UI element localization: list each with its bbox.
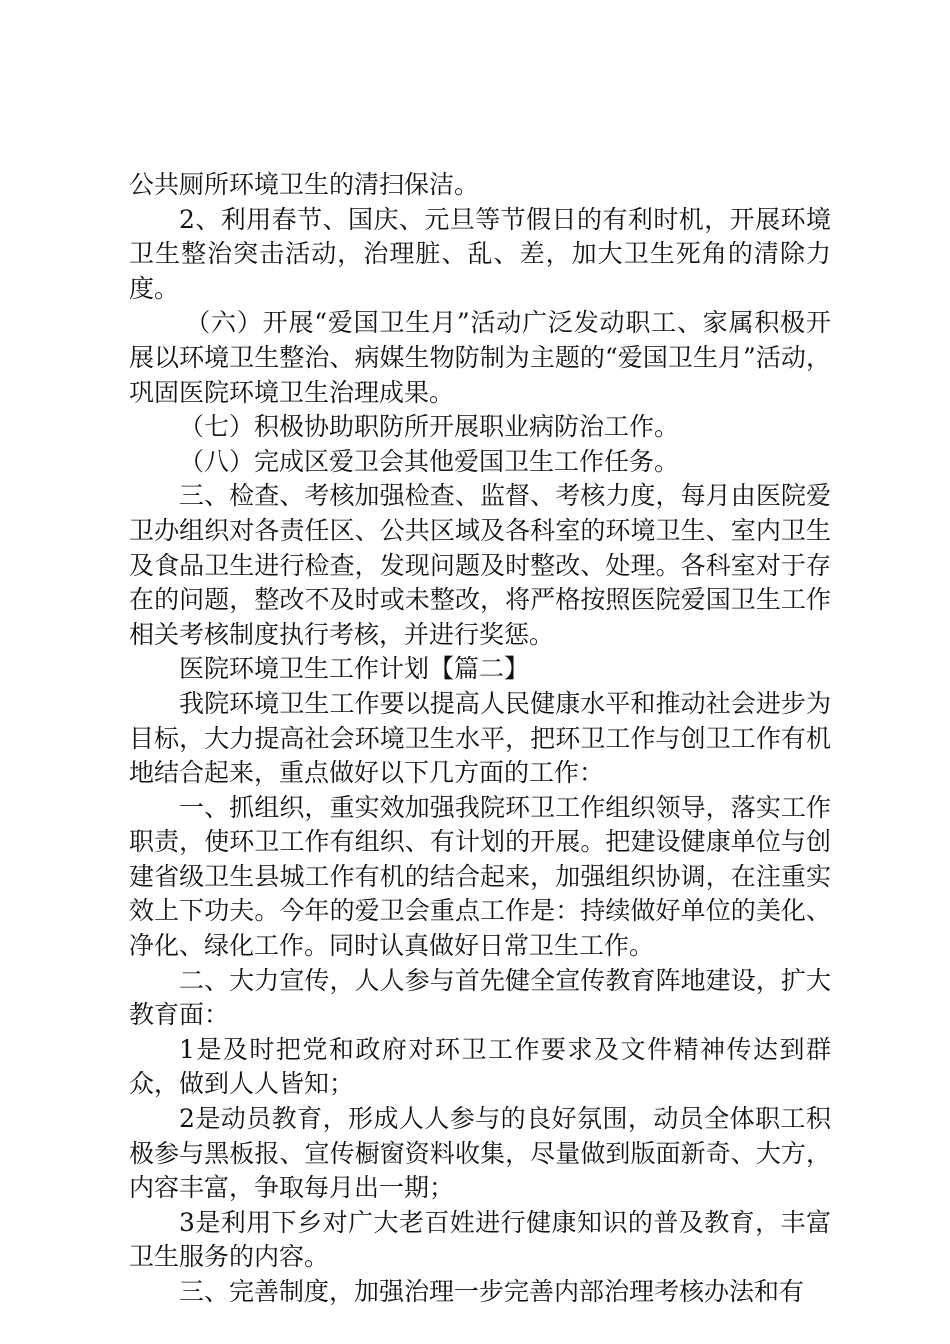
paragraph-10: 二、大力宣传，人人参与首先健全宣传教育阵地建设，扩大教育面： <box>129 965 831 1030</box>
paragraph-2: 2、利用春节、国庆、元旦等节假日的有利时机，开展环境卫生整治突击活动，治理脏、乱、差，加大卫生死角的清除力度。 <box>129 204 831 303</box>
paragraph-5: （八）完成区爱卫会其他爱国卫生工作任务。 <box>179 446 680 476</box>
paragraph-14: 三、完善制度，加强治理一步完善内部治理考核办法和有 <box>179 1277 805 1306</box>
paragraph-11: 1是及时把党和政府对环卫工作要求及文件精神传达到群众，做到人人皆知； <box>129 1034 831 1099</box>
section-heading: 医院环境卫生工作计划【篇二】 <box>179 654 530 684</box>
paragraph-13: 3是利用下乡对广大老百姓进行健康知识的普及教育，丰富卫生服务的内容。 <box>129 1207 831 1272</box>
paragraph-9: 一、抓组织，重实效加强我院环卫工作组织领导，落实工作职责，使环卫工作有组织、有计划的开展。把建设健康单位与创建省级卫生县城工作有机的结合起来，加强组织协调，在注重实效上下功夫。今年的爱卫会重点工作是：持续做好单位的美化、净化、绿化工作。同时认真做好日常卫生工作。 <box>129 792 831 961</box>
paragraph-8: 我院环境卫生工作要以提高人民健康水平和推动社会进步为目标，大力提高社会环境卫生水平，把环卫工作与创卫工作有机地结合起来，重点做好以下几方面的工作： <box>129 688 831 788</box>
paragraph-1: 公共厕所环境卫生的清扫保洁。 <box>129 170 480 199</box>
document-body <box>129 168 831 1310</box>
paragraph-3: （六）开展“爱国卫生月”活动广泛发动职工、家属积极开展以环境卫生整治、病媒生物防制为主题的“爱国卫生月”活动，巩固医院环境卫生治理成果。 <box>129 308 831 407</box>
paragraph-4: （七）积极协助职防所开展职业病防治工作。 <box>179 412 680 442</box>
paragraph-12: 2是动员教育，形成人人参与的良好氛围，动员全体职工积极参与黑板报、宣传橱窗资料收集，尽量做到版面新奇、大方，内容丰富，争取每月出一期； <box>129 1104 831 1203</box>
paragraph-6: 三、检查、考核加强检查、监督、考核力度，每月由医院爱卫办组织对各责任区、公共区域及各科室的环境卫生、室内卫生及食品卫生进行检查，发现问题及时整改、处理。各科室对于存在的问题，整改不及时或未整改，将严格按照医院爱国卫生工作相关考核制度执行考核，并进行奖惩。 <box>129 481 831 649</box>
